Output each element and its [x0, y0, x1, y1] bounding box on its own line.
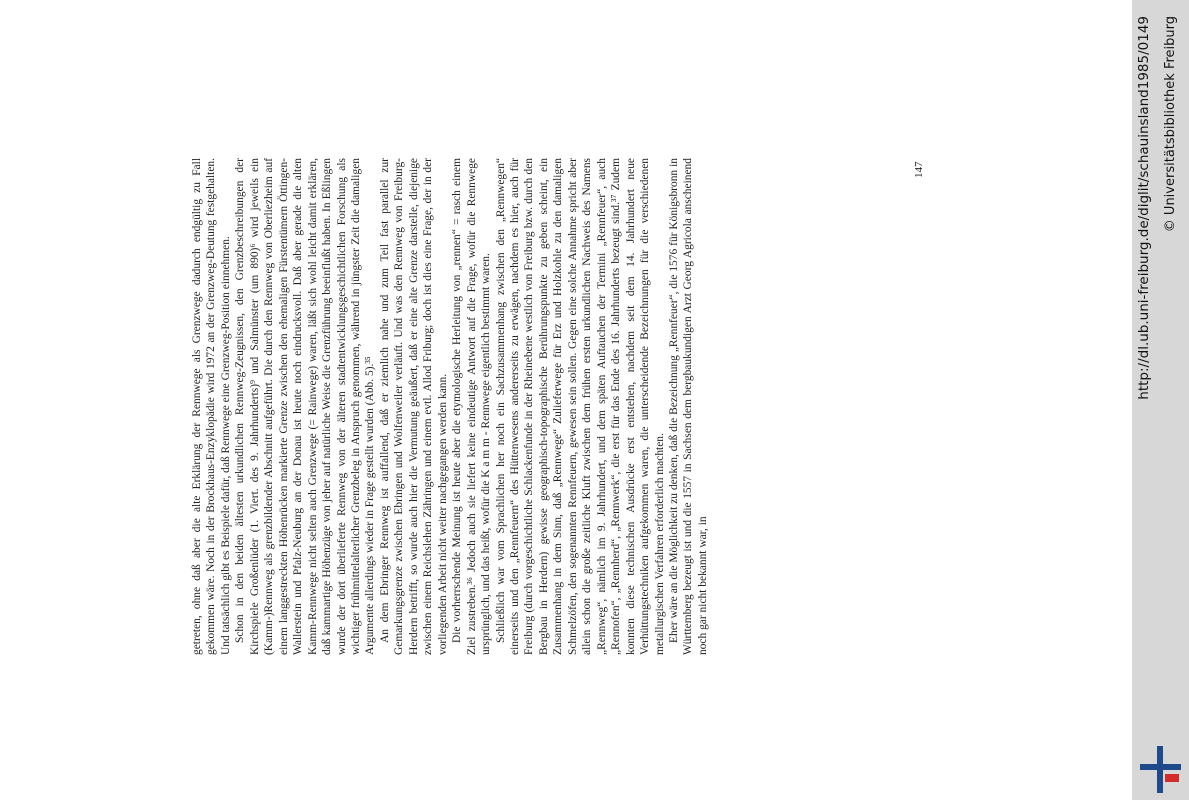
- paragraph: Schließlich war vom Sprachlichen her noch ein Sachzusammenhang zwischen den „Rennwegen“ einerseits und den „Rennfeuern“ des Hüttenwesens andererseits zu erwägen, nachdem es hier, auch für Freiburg (durch vorgeschichtliche Schlackenfunde in der Rheinebene westlich von Freiburg bzw. durch den Bergbau in Herdern) gewisse geographisch-topographische Berührungspunkte zu geben scheint, ein Zusammenhang in dem Sinn, daß „Rennwege“ Zulieferwege für Erz und Holzkohle zu den damaligen Schmelzöfen, den sogenannten Rennfeuern, gewesen sein sollen. Gegen eine solche Annahme spricht aber allein schon die große zeitliche Kluft zwischen dem frühen ersten urkundlichen Nachweis des Namens „Rennweg“, nämlich im 9. Jahrhundert, und dem späten Auftauchen der Termini „Rennfeuer“, auch „Rennofen“, „Rennherd“, „Rennwerk“, die erst für das Ende des 16. Jahrhunderts bezeugt sind.³⁷ Zudem konnten diese technischen Ausdrücke erst entstehen, nachdem seit dem 14. Jahrhundert neue Verhüttungstechniken aufgekommen waren, die unterscheidende Bezeichnungen für die verschiedenen metallurgischen Verfahren erforderlich machten.: [494, 158, 666, 655]
- source-url-link[interactable]: http://dl.ub.uni-freiburg.de/diglit/schauinsland1985/0149: [1136, 16, 1152, 400]
- logo-red-block: [1165, 774, 1179, 782]
- paragraph: Die vorherrschende Meinung ist heute aber die etymologische Herleitung von „rennen“ = rasch einem Ziel zustreben.³⁶ Jedoch auch sie liefert keine eindeutige Antwort auf die Frage, wofür die Rennwege ursprünglich, und das heißt, wofür die K a m m - Rennwege eigentlich bestimmt waren.: [451, 158, 493, 655]
- page-content: [190, 155, 950, 655]
- sidebar-text-rotated: [1132, 0, 1189, 800]
- copyright-text: © Universitätsbibliothek Freiburg: [1163, 16, 1178, 233]
- library-logo-icon: [1137, 740, 1185, 795]
- paragraph: getreten, ohne daß aber die alte Erklärung der Rennwege als Grenzwege dadurch endgültig zu Fall gekommen wäre. Noch in der Brockhaus-Enzyklopädie wird 1972 an der Grenzweg-Deutung festgehalten. Und tatsächlich gibt es Beispiele dafür, daß Rennwege eine Grenzweg-Position einnehmen.: [191, 158, 232, 655]
- sidebar: [1132, 0, 1189, 800]
- page-number: 147: [913, 161, 925, 178]
- logo-blue-bar-left: [1140, 764, 1157, 770]
- paragraph: Eher wäre an die Möglichkeit zu denken, daß die Bezeichnung „Rennfeuer“, die 1576 für Königsbronn in Württemberg bezeugt ist und die 1557 in Sachsen dem bergbaukundigen Arzt Georg Agricola anscheinend noch gar nicht bekannt war, in: [667, 158, 709, 655]
- logo-blue-stem: [1157, 746, 1163, 793]
- body-text: [190, 158, 709, 655]
- logo-blue-bar-right: [1163, 764, 1181, 770]
- paragraph: Schon in den beiden ältesten urkundlichen Rennweg-Zeugnissen, den Grenzbeschreibungen der Kirchspiele Großenlüder (1. Viert. des 9. Jahrhunderts)⁹ und Salmünster (um 890)⁶ wird jeweils ein (Kamm-)Rennweg als grenzbildender Abschnitt aufgeführt. Die durch den Rennweg von Oberliezheim auf einem langgestreckten Höhenrücken markierte Grenze zwischen den ehemaligen Fürstentümern Öttingen-Wallerstein und Pfalz-Neuburg an der Donau ist heute noch eindrucksvoll. Daß aber gerade die alten Kamm-Rennwege nicht selten auch Grenzwege (= Rainwege) waren, läßt sich wohl leicht damit erklären, daß kammartige Höhenzüge von jeher auf natürliche Weise die Grenzführung beeinflußt haben. In Eßlingen wurde der dort überlieferte Rennweg von der älteren stadtentwicklungsgeschichtlichen Forschung als wichtiger frühmittelalterlicher Grenzbeleg in Anspruch genommen, während in jüngster Zeit die damaligen Argumente allerdings wieder in Frage gestellt wurden (Abb. 5).³⁵: [234, 158, 377, 655]
- paragraph: An dem Ebringer Rennweg ist auffallend, daß er ziemlich nahe und zum Teil fast parallel zur Gemarkungsgrenze zwischen Ebringen und Wolfenweiler verläuft. Und was den Rennweg von Freiburg-Herdern betrifft, so wurde auch hier die Vermutung geäußert, daß er eine alte Grenze darstelle, diejenige zwischen einem Reichslehen Zähringen und einem evtl. Allod Friburg; doch ist dies eine Frage, der in der vorliegenden Arbeit nicht weiter nachgegangen werden kann.: [378, 158, 449, 655]
